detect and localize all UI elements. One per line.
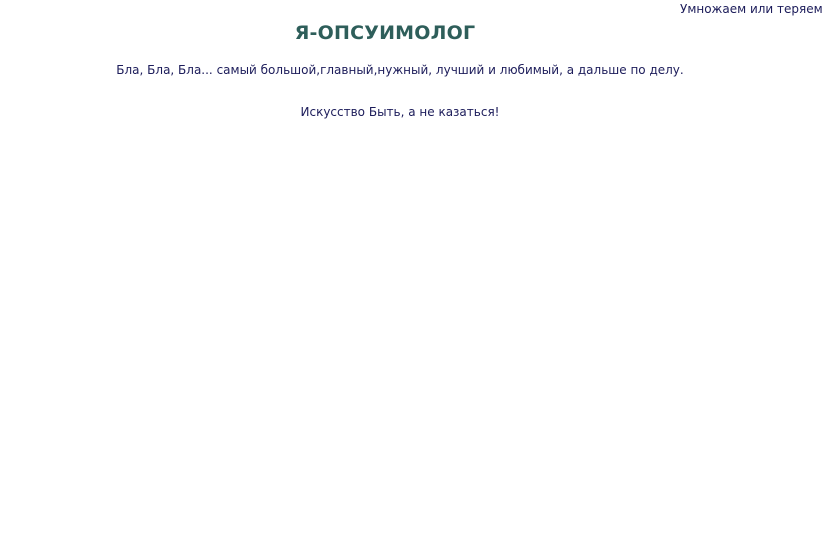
marquee-ticker: [680, 1, 823, 17]
tagline-text: Бла, Бла, Бла... самый большой,главный,нужный, лучший и любимый, а дальше по делу.: [116, 63, 684, 77]
motto-text: Искусство Быть, а не казаться!: [300, 105, 500, 119]
page-title: Я-ОПСУИМОЛОГ: [294, 22, 476, 44]
marquee-text: Умножаем или теряем: [680, 2, 823, 16]
